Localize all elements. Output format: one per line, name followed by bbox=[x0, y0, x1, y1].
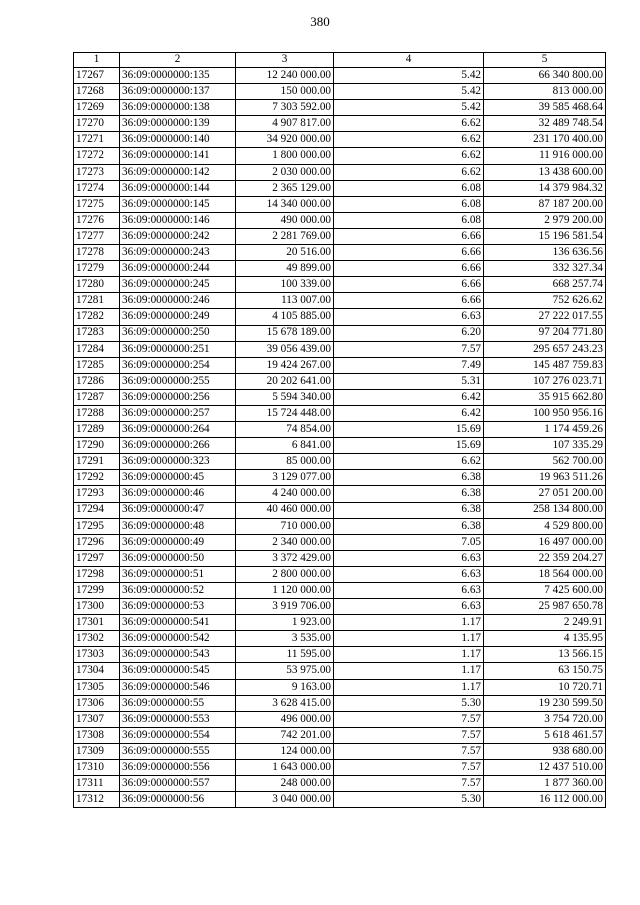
table-row bbox=[74, 550, 606, 566]
cadastral-number-cell: 36:09:0000000:266 bbox=[120, 438, 236, 454]
rate-cell: 6.42 bbox=[334, 405, 484, 421]
table-row bbox=[74, 631, 606, 647]
table-row bbox=[74, 261, 606, 277]
table-row bbox=[74, 663, 606, 679]
column-header: 1 bbox=[74, 53, 120, 68]
rate-cell: 6.08 bbox=[334, 196, 484, 212]
value-cell: 668 257.74 bbox=[484, 277, 606, 293]
value-cell: 938 680.00 bbox=[484, 743, 606, 759]
rate-cell: 5.42 bbox=[334, 68, 484, 84]
row-number-cell: 17306 bbox=[74, 695, 120, 711]
value-cell: 7 425 600.00 bbox=[484, 583, 606, 599]
rate-cell: 6.63 bbox=[334, 550, 484, 566]
row-number-cell: 17271 bbox=[74, 132, 120, 148]
area-cell: 1 800 000.00 bbox=[236, 148, 334, 164]
cadastral-number-cell: 36:09:0000000:541 bbox=[120, 615, 236, 631]
row-number-cell: 17293 bbox=[74, 486, 120, 502]
area-cell: 53 975.00 bbox=[236, 663, 334, 679]
rate-cell: 6.66 bbox=[334, 277, 484, 293]
rate-cell: 5.31 bbox=[334, 373, 484, 389]
value-cell: 66 340 800.00 bbox=[484, 68, 606, 84]
rate-cell: 6.20 bbox=[334, 325, 484, 341]
cadastral-number-cell: 36:09:0000000:553 bbox=[120, 711, 236, 727]
table-body bbox=[74, 68, 606, 808]
table-row bbox=[74, 776, 606, 792]
rate-cell: 1.17 bbox=[334, 631, 484, 647]
area-cell: 49 899.00 bbox=[236, 261, 334, 277]
value-cell: 19 963 511.26 bbox=[484, 470, 606, 486]
area-cell: 100 339.00 bbox=[236, 277, 334, 293]
table-row bbox=[74, 389, 606, 405]
row-number-cell: 17308 bbox=[74, 727, 120, 743]
area-cell: 1 643 000.00 bbox=[236, 760, 334, 776]
cadastral-number-cell: 36:09:0000000:556 bbox=[120, 760, 236, 776]
table-row bbox=[74, 405, 606, 421]
row-number-cell: 17290 bbox=[74, 438, 120, 454]
area-cell: 3 628 415.00 bbox=[236, 695, 334, 711]
area-cell: 19 424 267.00 bbox=[236, 357, 334, 373]
cadastral-number-cell: 36:09:0000000:557 bbox=[120, 776, 236, 792]
rate-cell: 6.62 bbox=[334, 454, 484, 470]
value-cell: 332 327.34 bbox=[484, 261, 606, 277]
column-header: 2 bbox=[120, 53, 236, 68]
rate-cell: 7.57 bbox=[334, 727, 484, 743]
rate-cell: 6.62 bbox=[334, 132, 484, 148]
row-number-cell: 17273 bbox=[74, 164, 120, 180]
cadastral-number-cell: 36:09:0000000:137 bbox=[120, 84, 236, 100]
row-number-cell: 17282 bbox=[74, 309, 120, 325]
value-cell: 3 754 720.00 bbox=[484, 711, 606, 727]
cadastral-number-cell: 36:09:0000000:255 bbox=[120, 373, 236, 389]
cadastral-number-cell: 36:09:0000000:52 bbox=[120, 583, 236, 599]
cadastral-number-cell: 36:09:0000000:140 bbox=[120, 132, 236, 148]
rate-cell: 6.63 bbox=[334, 583, 484, 599]
area-cell: 11 595.00 bbox=[236, 647, 334, 663]
row-number-cell: 17281 bbox=[74, 293, 120, 309]
rate-cell: 5.30 bbox=[334, 792, 484, 808]
row-number-cell: 17305 bbox=[74, 679, 120, 695]
cadastral-number-cell: 36:09:0000000:256 bbox=[120, 389, 236, 405]
area-cell: 4 907 817.00 bbox=[236, 116, 334, 132]
row-number-cell: 17278 bbox=[74, 245, 120, 261]
rate-cell: 7.57 bbox=[334, 760, 484, 776]
cadastral-number-cell: 36:09:0000000:55 bbox=[120, 695, 236, 711]
area-cell: 3 535.00 bbox=[236, 631, 334, 647]
rate-cell: 6.38 bbox=[334, 470, 484, 486]
value-cell: 752 626.62 bbox=[484, 293, 606, 309]
rate-cell: 5.42 bbox=[334, 84, 484, 100]
table-row bbox=[74, 309, 606, 325]
cadastral-number-cell: 36:09:0000000:146 bbox=[120, 212, 236, 228]
rate-cell: 1.17 bbox=[334, 647, 484, 663]
area-cell: 2 340 000.00 bbox=[236, 534, 334, 550]
area-cell: 4 240 000.00 bbox=[236, 486, 334, 502]
area-cell: 34 920 000.00 bbox=[236, 132, 334, 148]
value-cell: 13 566.15 bbox=[484, 647, 606, 663]
area-cell: 490 000.00 bbox=[236, 212, 334, 228]
value-cell: 1 877 360.00 bbox=[484, 776, 606, 792]
cadastral-number-cell: 36:09:0000000:50 bbox=[120, 550, 236, 566]
row-number-cell: 17280 bbox=[74, 277, 120, 293]
value-cell: 32 489 748.54 bbox=[484, 116, 606, 132]
table-row bbox=[74, 470, 606, 486]
rate-cell: 6.63 bbox=[334, 566, 484, 582]
table-row bbox=[74, 277, 606, 293]
rate-cell: 7.57 bbox=[334, 711, 484, 727]
row-number-cell: 17294 bbox=[74, 502, 120, 518]
row-number-cell: 17297 bbox=[74, 550, 120, 566]
rate-cell: 6.42 bbox=[334, 389, 484, 405]
row-number-cell: 17289 bbox=[74, 422, 120, 438]
table-row bbox=[74, 679, 606, 695]
area-cell: 3 919 706.00 bbox=[236, 599, 334, 615]
cadastral-number-cell: 36:09:0000000:49 bbox=[120, 534, 236, 550]
area-cell: 248 000.00 bbox=[236, 776, 334, 792]
cadastral-number-cell: 36:09:0000000:48 bbox=[120, 518, 236, 534]
cadastral-number-cell: 36:09:0000000:546 bbox=[120, 679, 236, 695]
row-number-cell: 17277 bbox=[74, 228, 120, 244]
table-row bbox=[74, 164, 606, 180]
row-number-cell: 17296 bbox=[74, 534, 120, 550]
table-row bbox=[74, 325, 606, 341]
table-row bbox=[74, 196, 606, 212]
row-number-cell: 17269 bbox=[74, 100, 120, 116]
area-cell: 113 007.00 bbox=[236, 293, 334, 309]
table-row bbox=[74, 727, 606, 743]
row-number-cell: 17288 bbox=[74, 405, 120, 421]
table-row bbox=[74, 711, 606, 727]
table-row bbox=[74, 518, 606, 534]
column-header: 5 bbox=[484, 53, 606, 68]
value-cell: 14 379 984.32 bbox=[484, 180, 606, 196]
table-row bbox=[74, 454, 606, 470]
area-cell: 3 372 429.00 bbox=[236, 550, 334, 566]
row-number-cell: 17312 bbox=[74, 792, 120, 808]
cadastral-number-cell: 36:09:0000000:264 bbox=[120, 422, 236, 438]
value-cell: 25 987 650.78 bbox=[484, 599, 606, 615]
rate-cell: 15.69 bbox=[334, 422, 484, 438]
table-row bbox=[74, 695, 606, 711]
rate-cell: 6.66 bbox=[334, 245, 484, 261]
table-row bbox=[74, 647, 606, 663]
cadastral-number-cell: 36:09:0000000:141 bbox=[120, 148, 236, 164]
column-header: 3 bbox=[236, 53, 334, 68]
cadastral-number-cell: 36:09:0000000:257 bbox=[120, 405, 236, 421]
cadastral-number-cell: 36:09:0000000:45 bbox=[120, 470, 236, 486]
rate-cell: 15.69 bbox=[334, 438, 484, 454]
cadastral-number-cell: 36:09:0000000:250 bbox=[120, 325, 236, 341]
value-cell: 100 950 956.16 bbox=[484, 405, 606, 421]
area-cell: 496 000.00 bbox=[236, 711, 334, 727]
area-cell: 85 000.00 bbox=[236, 454, 334, 470]
value-cell: 27 222 017.55 bbox=[484, 309, 606, 325]
value-cell: 16 112 000.00 bbox=[484, 792, 606, 808]
page-number: 380 bbox=[310, 14, 330, 29]
cadastral-number-cell: 36:09:0000000:245 bbox=[120, 277, 236, 293]
rate-cell: 7.57 bbox=[334, 776, 484, 792]
value-cell: 813 000.00 bbox=[484, 84, 606, 100]
cadastral-number-cell: 36:09:0000000:56 bbox=[120, 792, 236, 808]
value-cell: 18 564 000.00 bbox=[484, 566, 606, 582]
row-number-cell: 17300 bbox=[74, 599, 120, 615]
area-cell: 2 030 000.00 bbox=[236, 164, 334, 180]
cadastral-number-cell: 36:09:0000000:46 bbox=[120, 486, 236, 502]
table-row bbox=[74, 534, 606, 550]
value-cell: 15 196 581.54 bbox=[484, 228, 606, 244]
value-cell: 12 437 510.00 bbox=[484, 760, 606, 776]
cadastral-number-cell: 36:09:0000000:47 bbox=[120, 502, 236, 518]
rate-cell: 5.30 bbox=[334, 695, 484, 711]
value-cell: 145 487 759.83 bbox=[484, 357, 606, 373]
row-number-cell: 17309 bbox=[74, 743, 120, 759]
row-number-cell: 17279 bbox=[74, 261, 120, 277]
rate-cell: 7.57 bbox=[334, 743, 484, 759]
row-number-cell: 17285 bbox=[74, 357, 120, 373]
row-number-cell: 17272 bbox=[74, 148, 120, 164]
area-cell: 742 201.00 bbox=[236, 727, 334, 743]
area-cell: 3 129 077.00 bbox=[236, 470, 334, 486]
area-cell: 1 923.00 bbox=[236, 615, 334, 631]
cadastral-number-cell: 36:09:0000000:543 bbox=[120, 647, 236, 663]
row-number-cell: 17276 bbox=[74, 212, 120, 228]
row-number-cell: 17291 bbox=[74, 454, 120, 470]
table-row bbox=[74, 68, 606, 84]
table-row bbox=[74, 228, 606, 244]
rate-cell: 6.66 bbox=[334, 228, 484, 244]
value-cell: 258 134 800.00 bbox=[484, 502, 606, 518]
table-row bbox=[74, 357, 606, 373]
rate-cell: 6.63 bbox=[334, 599, 484, 615]
area-cell: 2 281 769.00 bbox=[236, 228, 334, 244]
value-cell: 97 204 771.80 bbox=[484, 325, 606, 341]
row-number-cell: 17274 bbox=[74, 180, 120, 196]
table-row bbox=[74, 422, 606, 438]
table-row bbox=[74, 615, 606, 631]
table-row bbox=[74, 373, 606, 389]
value-cell: 13 438 600.00 bbox=[484, 164, 606, 180]
area-cell: 7 303 592.00 bbox=[236, 100, 334, 116]
row-number-cell: 17298 bbox=[74, 566, 120, 582]
value-cell: 35 915 662.80 bbox=[484, 389, 606, 405]
cadastral-number-cell: 36:09:0000000:53 bbox=[120, 599, 236, 615]
cadastral-number-cell: 36:09:0000000:251 bbox=[120, 341, 236, 357]
rate-cell: 6.38 bbox=[334, 486, 484, 502]
rate-cell: 6.08 bbox=[334, 212, 484, 228]
area-cell: 20 516.00 bbox=[236, 245, 334, 261]
table-row bbox=[74, 293, 606, 309]
value-cell: 63 150.75 bbox=[484, 663, 606, 679]
row-number-cell: 17299 bbox=[74, 583, 120, 599]
row-number-cell: 17292 bbox=[74, 470, 120, 486]
cadastral-number-cell: 36:09:0000000:242 bbox=[120, 228, 236, 244]
cadastral-number-cell: 36:09:0000000:135 bbox=[120, 68, 236, 84]
column-header: 4 bbox=[334, 53, 484, 68]
cadastral-number-cell: 36:09:0000000:142 bbox=[120, 164, 236, 180]
rate-cell: 1.17 bbox=[334, 679, 484, 695]
row-number-cell: 17304 bbox=[74, 663, 120, 679]
cadastral-number-cell: 36:09:0000000:554 bbox=[120, 727, 236, 743]
rate-cell: 6.62 bbox=[334, 164, 484, 180]
rate-cell: 6.62 bbox=[334, 116, 484, 132]
rate-cell: 6.38 bbox=[334, 518, 484, 534]
rate-cell: 6.63 bbox=[334, 309, 484, 325]
table-row bbox=[74, 760, 606, 776]
row-number-cell: 17287 bbox=[74, 389, 120, 405]
value-cell: 4 135.95 bbox=[484, 631, 606, 647]
row-number-cell: 17267 bbox=[74, 68, 120, 84]
table-row bbox=[74, 599, 606, 615]
table-header-row bbox=[74, 53, 606, 68]
area-cell: 4 105 885.00 bbox=[236, 309, 334, 325]
area-cell: 6 841.00 bbox=[236, 438, 334, 454]
value-cell: 27 051 200.00 bbox=[484, 486, 606, 502]
rate-cell: 6.08 bbox=[334, 180, 484, 196]
cadastral-number-cell: 36:09:0000000:323 bbox=[120, 454, 236, 470]
row-number-cell: 17275 bbox=[74, 196, 120, 212]
data-table bbox=[73, 52, 606, 808]
row-number-cell: 17311 bbox=[74, 776, 120, 792]
table-row bbox=[74, 132, 606, 148]
rate-cell: 6.62 bbox=[334, 148, 484, 164]
value-cell: 5 618 461.57 bbox=[484, 727, 606, 743]
row-number-cell: 17310 bbox=[74, 760, 120, 776]
value-cell: 39 585 468.64 bbox=[484, 100, 606, 116]
row-number-cell: 17286 bbox=[74, 373, 120, 389]
cadastral-number-cell: 36:09:0000000:254 bbox=[120, 357, 236, 373]
area-cell: 1 120 000.00 bbox=[236, 583, 334, 599]
table-row bbox=[74, 84, 606, 100]
area-cell: 39 056 439.00 bbox=[236, 341, 334, 357]
value-cell: 2 249.91 bbox=[484, 615, 606, 631]
cadastral-number-cell: 36:09:0000000:246 bbox=[120, 293, 236, 309]
value-cell: 2 979 200.00 bbox=[484, 212, 606, 228]
value-cell: 16 497 000.00 bbox=[484, 534, 606, 550]
rate-cell: 1.17 bbox=[334, 615, 484, 631]
area-cell: 9 163.00 bbox=[236, 679, 334, 695]
area-cell: 2 365 129.00 bbox=[236, 180, 334, 196]
table-row bbox=[74, 502, 606, 518]
row-number-cell: 17307 bbox=[74, 711, 120, 727]
area-cell: 15 678 189.00 bbox=[236, 325, 334, 341]
value-cell: 19 230 599.50 bbox=[484, 695, 606, 711]
cadastral-number-cell: 36:09:0000000:138 bbox=[120, 100, 236, 116]
value-cell: 295 657 243.23 bbox=[484, 341, 606, 357]
cadastral-number-cell: 36:09:0000000:244 bbox=[120, 261, 236, 277]
table-row bbox=[74, 566, 606, 582]
table-row bbox=[74, 148, 606, 164]
row-number-cell: 17268 bbox=[74, 84, 120, 100]
row-number-cell: 17301 bbox=[74, 615, 120, 631]
area-cell: 2 800 000.00 bbox=[236, 566, 334, 582]
cadastral-number-cell: 36:09:0000000:144 bbox=[120, 180, 236, 196]
area-cell: 150 000.00 bbox=[236, 84, 334, 100]
area-cell: 14 340 000.00 bbox=[236, 196, 334, 212]
table-row bbox=[74, 245, 606, 261]
area-cell: 710 000.00 bbox=[236, 518, 334, 534]
cadastral-number-cell: 36:09:0000000:51 bbox=[120, 566, 236, 582]
table-row bbox=[74, 438, 606, 454]
row-number-cell: 17270 bbox=[74, 116, 120, 132]
cadastral-number-cell: 36:09:0000000:139 bbox=[120, 116, 236, 132]
value-cell: 4 529 800.00 bbox=[484, 518, 606, 534]
table-row bbox=[74, 583, 606, 599]
area-cell: 12 240 000.00 bbox=[236, 68, 334, 84]
table-row bbox=[74, 180, 606, 196]
table-row bbox=[74, 792, 606, 808]
cadastral-number-cell: 36:09:0000000:249 bbox=[120, 309, 236, 325]
table-row bbox=[74, 100, 606, 116]
value-cell: 11 916 000.00 bbox=[484, 148, 606, 164]
cadastral-number-cell: 36:09:0000000:145 bbox=[120, 196, 236, 212]
area-cell: 74 854.00 bbox=[236, 422, 334, 438]
value-cell: 1 174 459.26 bbox=[484, 422, 606, 438]
value-cell: 107 335.29 bbox=[484, 438, 606, 454]
value-cell: 136 636.56 bbox=[484, 245, 606, 261]
table-row bbox=[74, 743, 606, 759]
value-cell: 22 359 204.27 bbox=[484, 550, 606, 566]
cadastral-number-cell: 36:09:0000000:545 bbox=[120, 663, 236, 679]
area-cell: 3 040 000.00 bbox=[236, 792, 334, 808]
value-cell: 562 700.00 bbox=[484, 454, 606, 470]
area-cell: 124 000.00 bbox=[236, 743, 334, 759]
rate-cell: 1.17 bbox=[334, 663, 484, 679]
table-row bbox=[74, 116, 606, 132]
row-number-cell: 17303 bbox=[74, 647, 120, 663]
value-cell: 231 170 400.00 bbox=[484, 132, 606, 148]
cadastral-number-cell: 36:09:0000000:243 bbox=[120, 245, 236, 261]
rate-cell: 7.49 bbox=[334, 357, 484, 373]
table-row bbox=[74, 341, 606, 357]
value-cell: 107 276 023.71 bbox=[484, 373, 606, 389]
rate-cell: 7.05 bbox=[334, 534, 484, 550]
table-row bbox=[74, 212, 606, 228]
rate-cell: 7.57 bbox=[334, 341, 484, 357]
table-row bbox=[74, 486, 606, 502]
rate-cell: 6.66 bbox=[334, 293, 484, 309]
value-cell: 87 187 200.00 bbox=[484, 196, 606, 212]
area-cell: 15 724 448.00 bbox=[236, 405, 334, 421]
area-cell: 5 594 340.00 bbox=[236, 389, 334, 405]
rate-cell: 6.66 bbox=[334, 261, 484, 277]
rate-cell: 5.42 bbox=[334, 100, 484, 116]
row-number-cell: 17302 bbox=[74, 631, 120, 647]
cadastral-number-cell: 36:09:0000000:542 bbox=[120, 631, 236, 647]
row-number-cell: 17284 bbox=[74, 341, 120, 357]
cadastral-number-cell: 36:09:0000000:555 bbox=[120, 743, 236, 759]
value-cell: 10 720.71 bbox=[484, 679, 606, 695]
row-number-cell: 17283 bbox=[74, 325, 120, 341]
row-number-cell: 17295 bbox=[74, 518, 120, 534]
rate-cell: 6.38 bbox=[334, 502, 484, 518]
area-cell: 20 202 641.00 bbox=[236, 373, 334, 389]
area-cell: 40 460 000.00 bbox=[236, 502, 334, 518]
